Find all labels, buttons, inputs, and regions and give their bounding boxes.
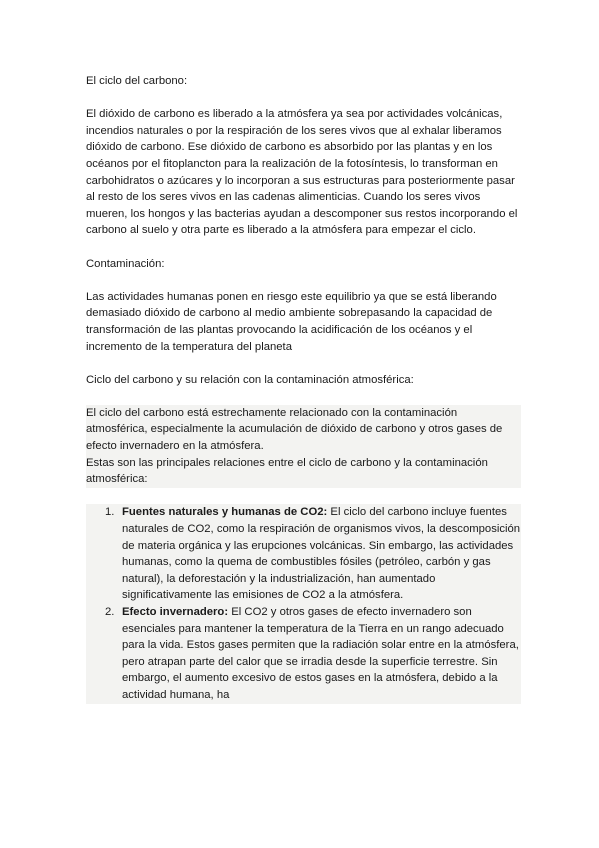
paragraph-relation-lead: Estas son las principales relaciones entre el ciclo de carbono y la contaminación atmosférica: <box>86 455 521 488</box>
list-item-number: 2. <box>105 606 115 618</box>
relations-list <box>86 504 521 703</box>
section-title-pollution: Contaminación: <box>86 257 165 270</box>
paragraph-pollution: Las actividades humanas ponen en riesgo este equilibrio ya que se está liberando demasiado dióxido de carbono al medio ambiente sobrepasando la capacidad de transformación de las plantas provocando la acidificación de los océanos y el incremento de la temperatura del planeta <box>86 290 497 353</box>
list-item-text: El ciclo del carbono incluye fuentes naturales de CO2, como la respiración de organismos vivos, la descomposición de materia orgánica y las erupciones volcánicas. Sin embargo, las actividades humanas, como la quema de combustibles fósiles (petróleo, carbón y gas natural), la deforestación y la industrialización, han aumentado significativamente las emisiones de CO2 a la atmósfera. <box>122 506 521 602</box>
paragraph-relation-intro: El ciclo del carbono está estrechamente relacionado con la contaminación atmosférica, especialmente la acumulación de dióxido de carbono y otros gases de efecto invernadero en la atmósfera. <box>86 405 521 455</box>
list-item <box>105 504 521 604</box>
paragraph-carbon-cycle: El dióxido de carbono es liberado a la atmósfera ya sea por actividades volcánicas, incendios naturales o por la respiración de los seres vivos que al exhalar liberamos dióxido de carbono. Ese dióxido de carbono es absorbido por las plantas y en los océanos por el fitoplancton para la realización de la fotosíntesis, lo transforman en carbohidratos o azúcares y lo incorporan a sus estructuras para posteriormente pasar al resto de los seres vivos en las cadenas alimenticias. Cuando los seres vivos mueren, los hongos y las bacterias ayudan a descomponer sus restos incorporando el carbono al suelo y otra parte es liberado a la atmósfera para empezar el ciclo. <box>86 108 518 237</box>
list-item-title: Efecto invernadero: <box>122 606 229 618</box>
section-title-carbon-cycle: El ciclo del carbono: <box>86 75 188 87</box>
list-item-number: 1. <box>105 506 115 519</box>
list-item <box>105 604 521 704</box>
section-title-relation: Ciclo del carbono y su relación con la contaminación atmosférica: <box>86 373 414 386</box>
list-item-text: El CO2 y otros gases de efecto invernadero son esenciales para mantener la temperatura de la Tierra en un rango adecuado para la vida. Estos gases permiten que la radiación solar entre en la atmósfera, pero atrapan parte del calor que se irradia desde la superficie terrestre. Sin embargo, el aumento excesivo de estos gases en la atmósfera, debido a la actividad humana, ha <box>122 606 519 701</box>
list-item-title: Fuentes naturales y humanas de CO2: <box>122 506 328 519</box>
